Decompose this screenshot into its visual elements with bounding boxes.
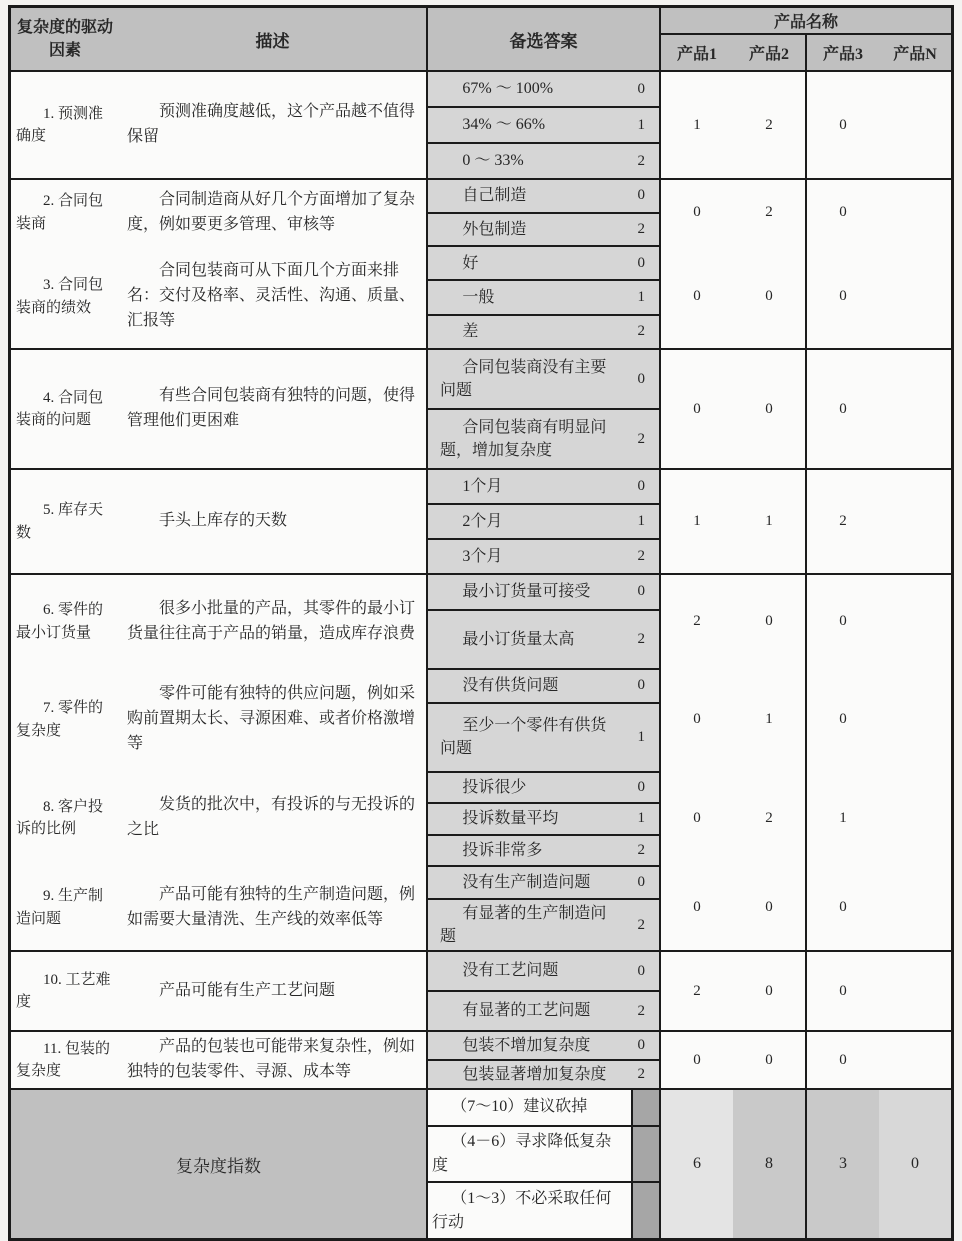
- product-value: [879, 72, 951, 178]
- summary-range: （7～10）建议砍掉: [451, 1098, 588, 1116]
- product-value: 0: [839, 899, 847, 915]
- factor-label: 7. 零件的复杂度: [16, 700, 104, 739]
- product-value: 0: [839, 204, 847, 220]
- answer-score: 0: [637, 370, 645, 387]
- product-2-header: 产品2: [748, 46, 789, 63]
- answer-option: 差: [462, 323, 479, 341]
- product-value: 0: [765, 288, 773, 304]
- answer-score: 1: [637, 810, 645, 827]
- product-value: 2: [693, 982, 701, 999]
- product-value: 0: [765, 899, 773, 915]
- product-value: 1: [693, 116, 701, 133]
- summary-product-value: 6: [661, 1090, 733, 1238]
- question-row-8: [11, 771, 951, 865]
- product-1-header: 产品1: [676, 46, 717, 63]
- answer-option: 没有生产制造问题: [462, 874, 591, 892]
- answer-option: 自己制造: [462, 187, 527, 205]
- answer-score: 2: [637, 916, 645, 933]
- factor-description: 发货的批次中，有投诉的与无投诉的之比: [127, 796, 416, 838]
- factor-label: 3. 合同包装商的绩效: [16, 277, 104, 316]
- answer-score: 2: [637, 323, 645, 340]
- product-n-header: 产品N: [893, 46, 937, 63]
- header-products-group: [661, 8, 951, 70]
- factor-label: 10. 工艺难度: [16, 971, 111, 1010]
- product-value: 2: [765, 204, 773, 220]
- product-value: 0: [765, 613, 773, 629]
- summary-product-value: 3: [807, 1090, 879, 1238]
- answer-score: 1: [637, 728, 645, 745]
- question-row-10: [11, 950, 951, 1030]
- factor-description: 产品可能有独特的生产制造问题，例如需要大量清洗、生产线的效率低等: [127, 885, 416, 928]
- question-row-7: [11, 668, 951, 771]
- answer-score: 2: [637, 841, 645, 858]
- factor-label: 5. 库存天数: [16, 502, 104, 541]
- factor-label: 4. 合同包装商的问题: [16, 389, 104, 428]
- product-value: [879, 1032, 951, 1088]
- answer-option: 没有工艺问题: [462, 962, 559, 980]
- answer-option: 最小订货量可接受: [462, 583, 591, 601]
- product-value: 0: [693, 1051, 701, 1068]
- answer-score: 0: [637, 874, 645, 891]
- answer-option: 67% ～ 100%: [462, 80, 554, 98]
- product-3-header: 产品3: [822, 46, 863, 63]
- summary-row: [11, 1088, 951, 1238]
- answer-score: 2: [637, 220, 645, 237]
- factor-description: 手头上库存的天数: [159, 512, 288, 530]
- answer-option: 有显著的工艺问题: [462, 1002, 591, 1020]
- product-value: 0: [765, 1051, 773, 1068]
- product-value: [879, 865, 951, 950]
- answer-option: 0 ～ 33%: [462, 152, 524, 170]
- product-value: [879, 575, 951, 668]
- answer-score: 2: [637, 430, 645, 447]
- product-value: 2: [765, 809, 773, 826]
- answer-score: 0: [637, 80, 645, 97]
- answer-option: 2个月: [462, 512, 503, 530]
- product-value: [879, 180, 951, 245]
- answer-score: 2: [637, 152, 645, 169]
- answer-score: 2: [637, 1066, 645, 1082]
- factor-description: 产品可能有生产工艺问题: [159, 981, 336, 999]
- answer-score: 2: [637, 1002, 645, 1019]
- answer-option: 有显著的生产制造问题: [440, 905, 607, 946]
- factor-description: 很多小批量的产品，其零件的最小订货量往往高于产品的销量，造成库存浪费: [127, 599, 416, 642]
- factor-label: 6. 零件的最小订货量: [16, 602, 104, 641]
- factor-label: 8. 客户投诉的比例: [16, 798, 104, 837]
- answer-score: 1: [637, 513, 645, 529]
- complexity-scoring-table: [8, 5, 954, 1241]
- header-factor-column: 复杂度的驱动因素: [17, 18, 114, 59]
- products-group-title: 产品名称: [661, 8, 951, 35]
- product-value: 0: [693, 711, 701, 727]
- product-value: [879, 245, 951, 348]
- factor-description: 预测准确度越低，这个产品越不值得保留: [127, 103, 416, 145]
- product-value: [879, 952, 951, 1030]
- product-value: 0: [839, 982, 847, 999]
- product-value: 0: [839, 400, 847, 417]
- summary-product-value: 0: [879, 1090, 951, 1238]
- answer-score: 0: [637, 677, 645, 694]
- answer-option: 34% ～ 66%: [462, 116, 546, 134]
- answer-option: 包装不增加复杂度: [462, 1036, 591, 1054]
- answer-option: 一般: [462, 288, 495, 306]
- product-value: 0: [693, 400, 701, 417]
- question-row-11: [11, 1030, 951, 1088]
- answer-option: 1个月: [462, 477, 503, 495]
- header-description-column: 描述: [255, 31, 290, 51]
- factor-label: 1. 预测准确度: [16, 105, 104, 144]
- answer-option: 没有供货问题: [462, 677, 559, 695]
- question-row-2: [11, 178, 951, 245]
- question-row-9: [11, 865, 951, 950]
- question-row-6: [11, 573, 951, 668]
- answer-option: 外包制造: [462, 220, 527, 238]
- question-row-3: [11, 245, 951, 348]
- answer-option: 包装显著增加复杂度: [462, 1065, 607, 1083]
- answer-score: 0: [637, 187, 645, 204]
- product-value: 2: [839, 513, 847, 529]
- answer-score: 0: [637, 254, 645, 271]
- factor-description: 产品的包装也可能带来复杂性，例如独特的包装零件、寻源、成本等: [127, 1038, 416, 1080]
- summary-score-strip: [631, 1183, 659, 1238]
- factor-description: 有些合同包装商有独特的问题，使得管理他们更困难: [127, 387, 416, 429]
- answer-option: 3个月: [462, 547, 503, 565]
- product-value: 0: [693, 899, 701, 915]
- product-value: [879, 668, 951, 771]
- answer-score: 2: [637, 548, 645, 564]
- factor-label: 11. 包装的复杂度: [16, 1040, 110, 1079]
- answer-option: 投诉非常多: [462, 841, 543, 859]
- answer-option: 投诉很少: [462, 779, 527, 797]
- product-value: [879, 350, 951, 468]
- product-value: 0: [839, 288, 847, 304]
- product-value: 1: [693, 513, 701, 529]
- product-value: 0: [839, 1051, 847, 1068]
- product-value: 1: [839, 809, 847, 826]
- product-value: 2: [693, 613, 701, 629]
- product-value: 0: [765, 982, 773, 999]
- factor-label: 9. 生产制造问题: [16, 888, 104, 927]
- table-header: [11, 8, 951, 70]
- summary-score-strip: [631, 1127, 659, 1182]
- product-value: 0: [839, 116, 847, 133]
- answer-score: 1: [637, 116, 645, 133]
- summary-score-strip: [631, 1090, 659, 1125]
- product-value: 0: [693, 809, 701, 826]
- answer-score: 1: [637, 288, 645, 305]
- answer-option: 投诉数量平均: [462, 810, 559, 828]
- answer-score: 0: [637, 478, 645, 494]
- summary-label: 复杂度指数: [11, 1090, 426, 1238]
- product-value: 1: [765, 513, 773, 529]
- answer-option: 合同包装商有明显问题，增加复杂度: [440, 418, 607, 459]
- answer-score: 0: [637, 962, 645, 979]
- question-row-1: [11, 70, 951, 178]
- answer-score: 0: [637, 1037, 645, 1053]
- product-value: 0: [693, 204, 701, 220]
- question-row-5: [11, 468, 951, 573]
- answer-score: 0: [637, 779, 645, 796]
- factor-description: 零件可能有独特的供应问题，例如采购前置期太长、寻源困难、或者价格激增等: [127, 685, 416, 752]
- answer-score: 2: [637, 630, 645, 647]
- product-value: 2: [765, 116, 773, 133]
- product-value: 0: [839, 711, 847, 727]
- factor-description: 合同制造商从好几个方面增加了复杂度，例如要更多管理、审核等: [127, 190, 416, 233]
- factor-description: 合同包装商可从下面几个方面来排名：交付及格率、灵活性、沟通、质量、汇报等: [127, 262, 416, 329]
- answer-option: 至少一个零件有供货问题: [440, 717, 607, 758]
- product-value: 0: [839, 613, 847, 629]
- product-value: 0: [765, 400, 773, 417]
- answer-option: 好: [462, 254, 479, 272]
- product-value: [879, 470, 951, 573]
- summary-range: （4－6）寻求降低复杂度: [432, 1132, 612, 1174]
- header-answers-column: 备选答案: [426, 8, 661, 70]
- product-value: 1: [765, 711, 773, 727]
- answer-option: 合同包装商没有主要问题: [440, 358, 607, 399]
- product-value: 0: [693, 288, 701, 304]
- answer-score: 0: [637, 583, 645, 600]
- answer-option: 最小订货量太高: [462, 630, 575, 648]
- question-row-4: [11, 348, 951, 468]
- summary-range: （1～3）不必采取任何行动: [432, 1189, 612, 1231]
- summary-product-value: 8: [733, 1090, 805, 1238]
- product-value: [879, 771, 951, 865]
- factor-label: 2. 合同包装商: [16, 193, 104, 232]
